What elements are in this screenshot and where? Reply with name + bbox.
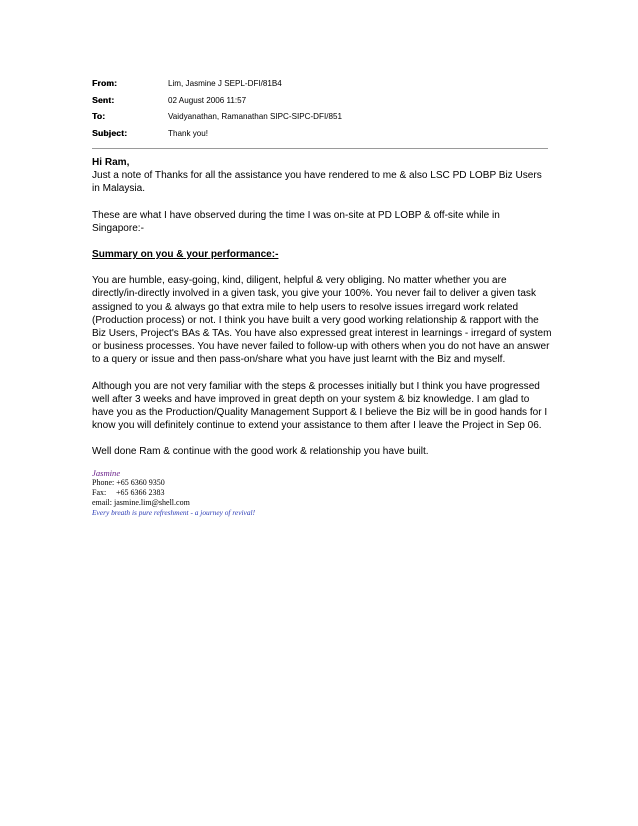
- summary-heading: Summary on you & your performance:-: [92, 249, 279, 261]
- signature-block: [92, 468, 552, 519]
- signature-email: email: jasmine.lim@shell.com: [92, 498, 190, 508]
- subject-label: Subject:: [92, 127, 128, 138]
- sent-value: 02 August 2006 11:57: [168, 95, 247, 105]
- greeting: Hi Ram,: [92, 157, 130, 168]
- to-row: [92, 111, 552, 128]
- paragraph-well-done: Well done Ram & continue with the good work & relationship you have built.: [92, 446, 429, 458]
- from-value: Lim, Jasmine J SEPL-DFI/81B4: [168, 79, 282, 88]
- signature-fax-row: [92, 488, 552, 498]
- subject-row: [92, 128, 552, 145]
- paragraph-spacer: [92, 367, 552, 380]
- sent-row: [92, 95, 552, 112]
- signature-motto: Every breath is pure refreshment - a journey of revival!: [92, 508, 256, 518]
- paragraph-progress: Although you are not very familiar with the steps & processes initially but I think you have progressed well after 3 weeks and have improved in great depth on your system & biz knowledge. I am glad to have you as the Production/Quality Management Support & I believe the Biz will be in good hands for I know you will definitely continue to extend your assistance to them after I leave the Project in Sep 06.: [92, 380, 548, 432]
- from-label: From:: [92, 78, 118, 88]
- subject-value: Thank you!: [168, 128, 209, 138]
- signature-fax-label: Fax:: [92, 488, 107, 498]
- paragraph-spacer: [92, 261, 552, 274]
- header-divider: [92, 148, 548, 149]
- signature-fax-value: +65 6366 2383: [116, 488, 165, 498]
- signature-phone: Phone: +65 6360 9350: [92, 477, 165, 487]
- paragraph-observations-intro: These are what I have observed during the time I was on-site at PD LOBP & off-site while in Singapore:-: [92, 209, 500, 234]
- email-header: [92, 78, 552, 149]
- to-label: To:: [92, 111, 106, 121]
- email-body: [92, 156, 552, 459]
- signature-name: Jasmine: [92, 467, 121, 478]
- sent-label: Sent:: [92, 94, 115, 105]
- from-row: [92, 78, 552, 95]
- paragraph-spacer: [92, 235, 552, 248]
- paragraph-spacer: [92, 432, 552, 445]
- email-printout: [92, 78, 552, 519]
- paragraph-spacer: [92, 196, 552, 209]
- paragraph-thanks: Just a note of Thanks for all the assistance you have rendered to me & also LSC PD LOBP Biz Users in Malaysia.: [92, 170, 542, 195]
- to-value: Vaidyanathan, Ramanathan SIPC-SIPC-DFI/851: [168, 112, 342, 121]
- paragraph-performance: You are humble, easy-going, kind, diligent, helpful & very obliging. No matter whether you are directly/in-directly involved in a given task, you give your 100%. You never fail to deliver a given task assigned to you & always go that extra mile to help users to resolve issues irregard work related (Production process) or not. I think you have built a very good working relationship & rapport with the Biz Users, Project's BAs & TAs. You have also expressed great interest in learnings - irregard of system or business processes. You have never failed to follow-up with others when you do not have an answer to a query or issue and then pass-on/share what you have just learnt with the Biz and myself.: [92, 275, 552, 366]
